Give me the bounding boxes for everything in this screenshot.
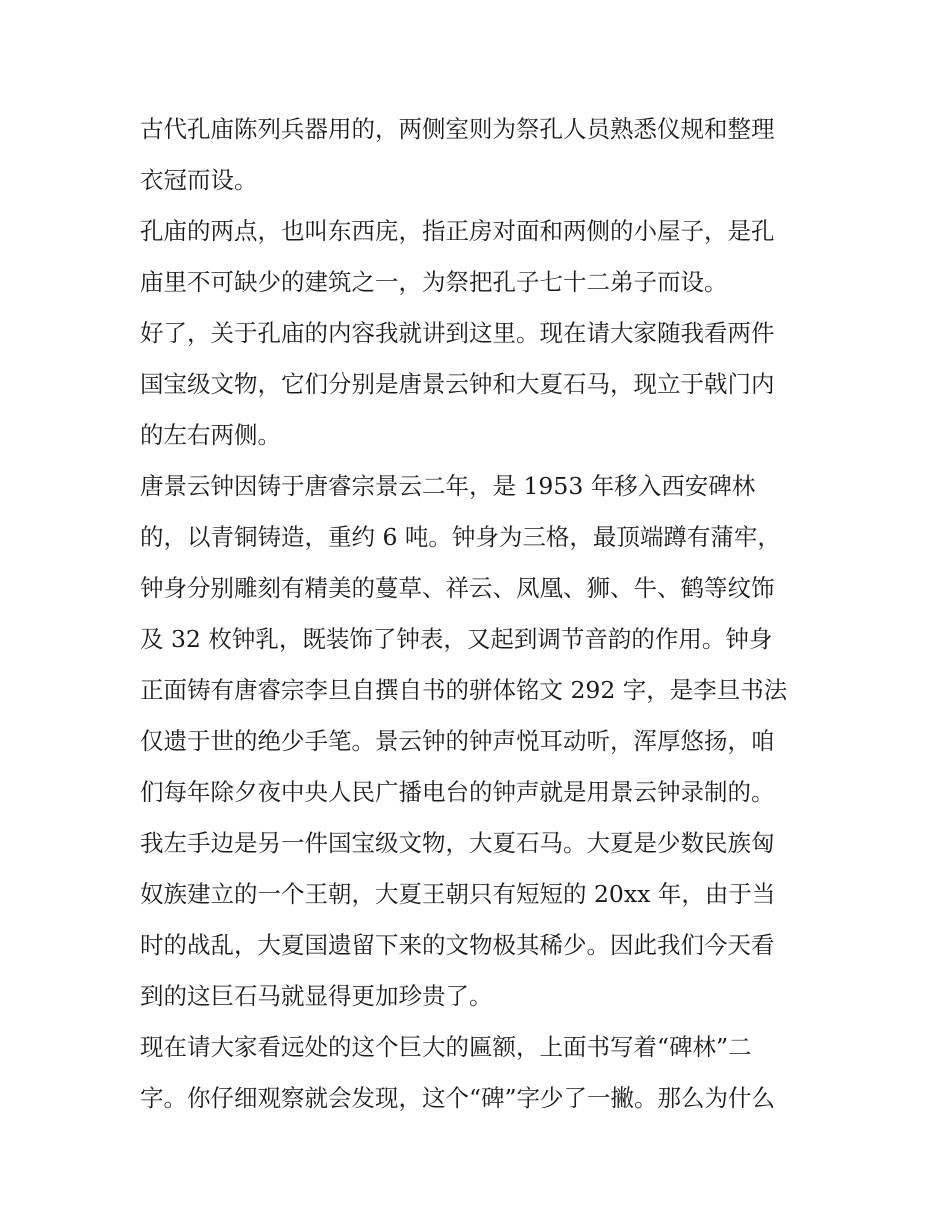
text-line: 衣冠而设。 [140,166,258,194]
text-line: 奴族建立的一个王朝，大夏王朝只有短短的 20xx 年，由于当 [140,880,776,908]
document-body [140,104,820,1124]
text-line: 的，以青铜铸造，重约 6 吨。钟身为三格，最顶端蹲有蒲牢， [140,523,781,551]
text-line: 钟身分别雕刻有精美的蔓草、祥云、凤凰、狮、牛、鹤等纹饰 [140,574,775,602]
text-line: 庙里不可缺少的建筑之一，为祭把孔子七十二弟子而设。 [140,268,728,296]
text-line: 好了，关于孔庙的内容我就讲到这里。现在请大家随我看两件 [140,319,775,347]
paragraph-2 [140,206,820,308]
text-line: 的左右两侧。 [140,421,281,449]
text-line: 正面铸有唐睿宗李旦自撰自书的骈体铭文 292 字，是李旦书法 [140,676,788,704]
text-line: 仅遗于世的绝少手笔。景云钟的钟声悦耳动听，浑厚悠扬，咱 [140,727,775,755]
text-line: 我左手边是另一件国宝级文物，大夏石马。大夏是少数民族匈 [140,829,775,857]
text-line: 时的战乱，大夏国遗留下来的文物极其稀少。因此我们今天看 [140,931,775,959]
text-line: 孔庙的两点，也叫东西庑，指正房对面和两侧的小屋子，是孔 [140,217,775,245]
text-line: 们每年除夕夜中央人民广播电台的钟声就是用景云钟录制的。 [140,778,775,806]
paragraph-6 [140,1022,820,1124]
text-line: 现在请大家看远处的这个巨大的匾额，上面书写着“碑林”二 [140,1033,752,1061]
text-line: 及 32 枚钟乳，既装饰了钟表，又起到调节音韵的作用。钟身 [140,625,773,653]
text-line: 国宝级文物，它们分别是唐景云钟和大夏石马，现立于戟门内 [140,370,775,398]
paragraph-3 [140,308,820,461]
paragraph-4 [140,461,820,818]
text-line: 到的这巨石马就显得更加珍贵了。 [140,982,493,1010]
text-line: 唐景云钟因铸于唐睿宗景云二年，是 1953 年移入西安碑林 [140,472,756,500]
text-line: 字。你仔细观察就会发现，这个“碑”字少了一撇。那么为什么 [140,1084,776,1112]
paragraph-1 [140,104,820,206]
paragraph-5 [140,818,820,1022]
text-line: 古代孔庙陈列兵器用的，两侧室则为祭孔人员熟悉仪规和整理 [140,115,775,143]
